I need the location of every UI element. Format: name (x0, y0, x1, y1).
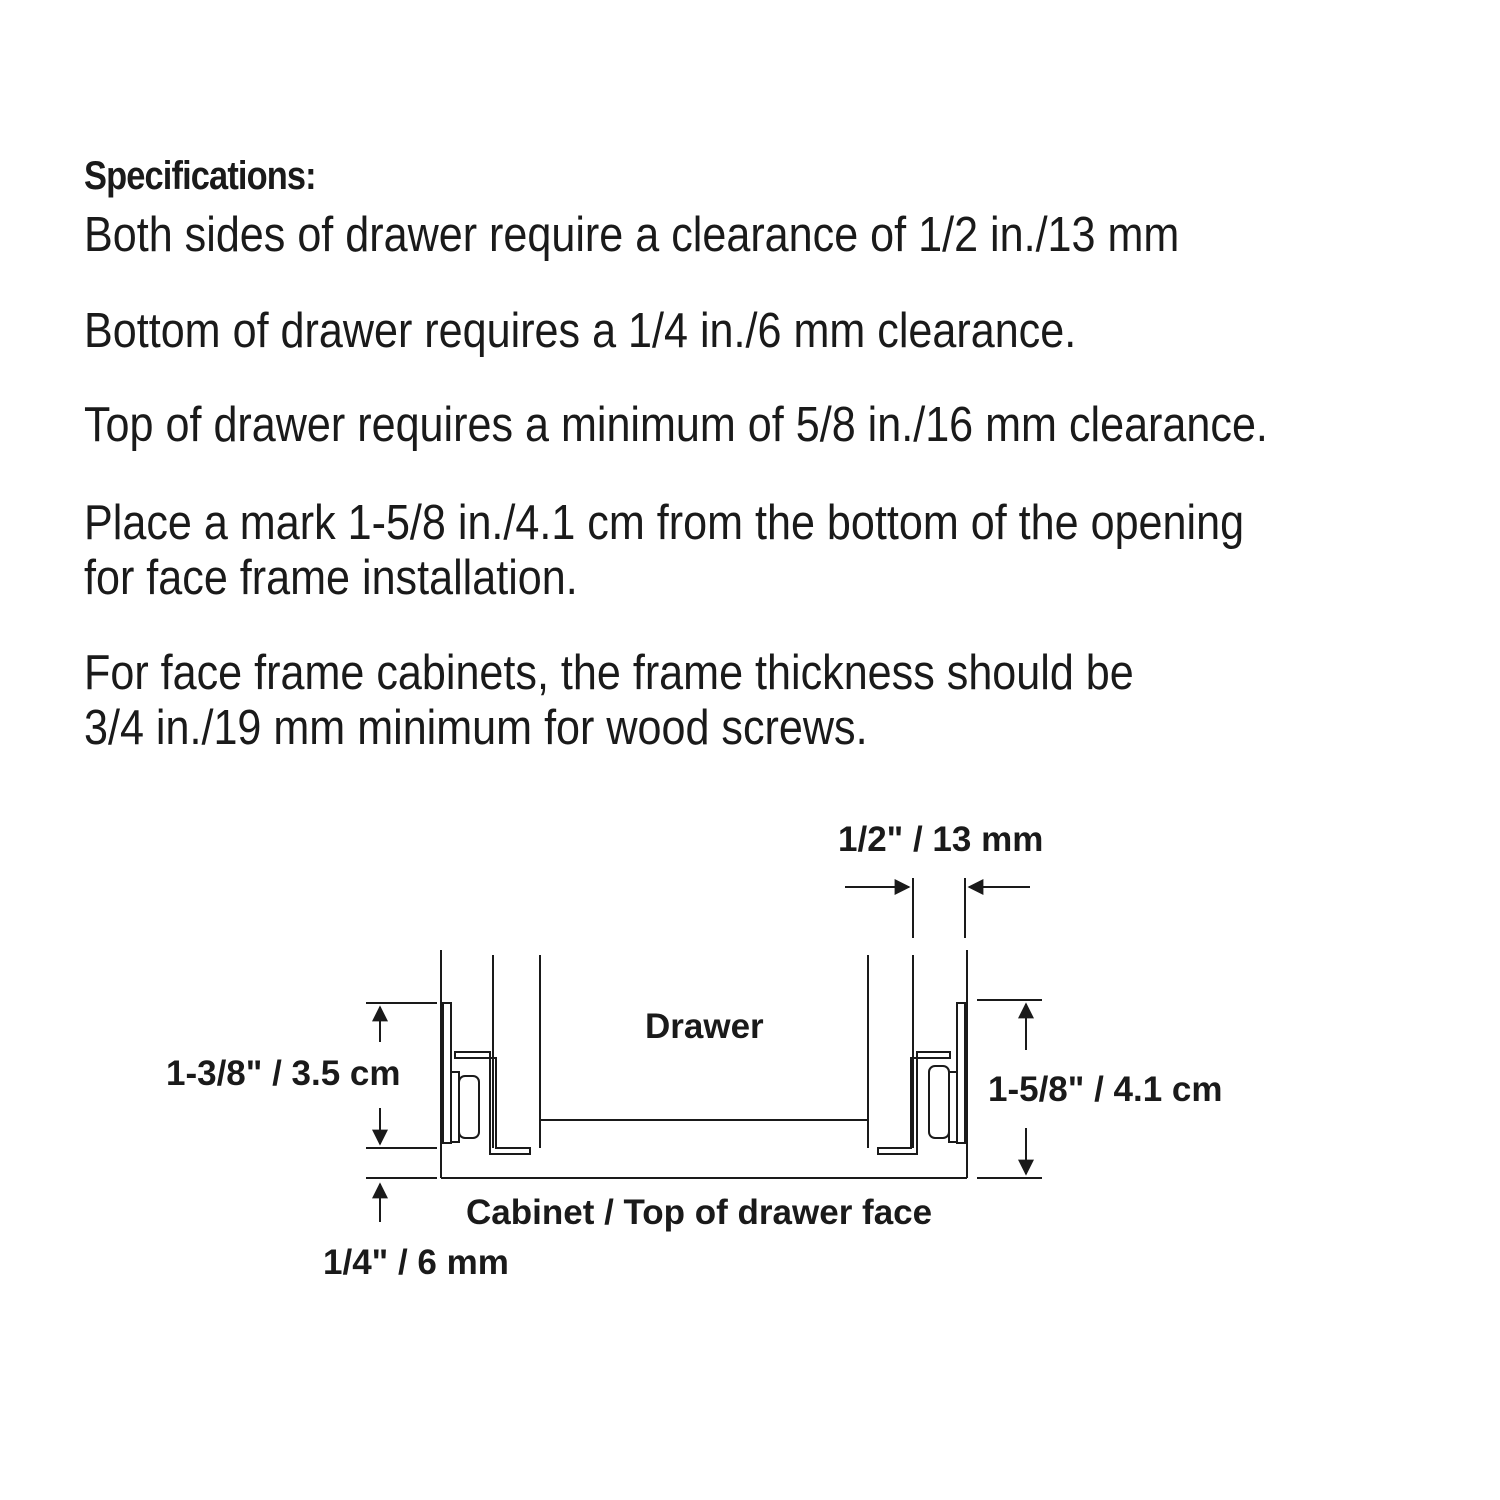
spec-line-frame-thickness: For face frame cabinets, the frame thickness should be (84, 646, 1134, 700)
left-height-label: 1-3/8" / 3.5 cm (166, 1054, 401, 1093)
bottom-clearance-dimension (366, 1178, 437, 1222)
cabinet-label: Cabinet / Top of drawer face (466, 1193, 933, 1232)
right-slide-hardware (878, 1003, 965, 1154)
bottom-clearance-label: 1/4" / 6 mm (323, 1243, 509, 1282)
right-roller-housing (949, 1072, 957, 1142)
drawer-label: Drawer (645, 1007, 764, 1046)
left-mounting-plate (443, 1003, 451, 1143)
side-clearance-label: 1/2" / 13 mm (838, 820, 1044, 859)
spec-line-mark-placement-cont: for face frame installation. (84, 551, 578, 605)
spec-line-top-clearance: Top of drawer requires a minimum of 5/8 in./16 mm clearance. (84, 398, 1268, 452)
spec-line-frame-thickness-cont: 3/4 in./19 mm minimum for wood screws. (84, 701, 868, 755)
left-slide-hardware (443, 1003, 530, 1154)
right-mounting-plate (957, 1003, 965, 1143)
spec-line-bottom-clearance: Bottom of drawer requires a 1/4 in./6 mm clearance. (84, 304, 1077, 358)
spec-line-mark-placement: Place a mark 1-5/8 in./4.1 cm from the bottom of the opening (84, 496, 1245, 550)
specifications-heading: Specifications: (84, 154, 316, 198)
left-roller (459, 1076, 479, 1138)
spec-line-side-clearance: Both sides of drawer require a clearance of 1/2 in./13 mm (84, 208, 1180, 262)
cabinet-outline (441, 950, 967, 1178)
right-roller (929, 1066, 949, 1138)
drawer-outline (493, 955, 913, 1148)
left-roller-housing (451, 1072, 459, 1142)
side-clearance-dimension (845, 878, 1030, 938)
right-height-label: 1-5/8" / 4.1 cm (988, 1070, 1223, 1109)
